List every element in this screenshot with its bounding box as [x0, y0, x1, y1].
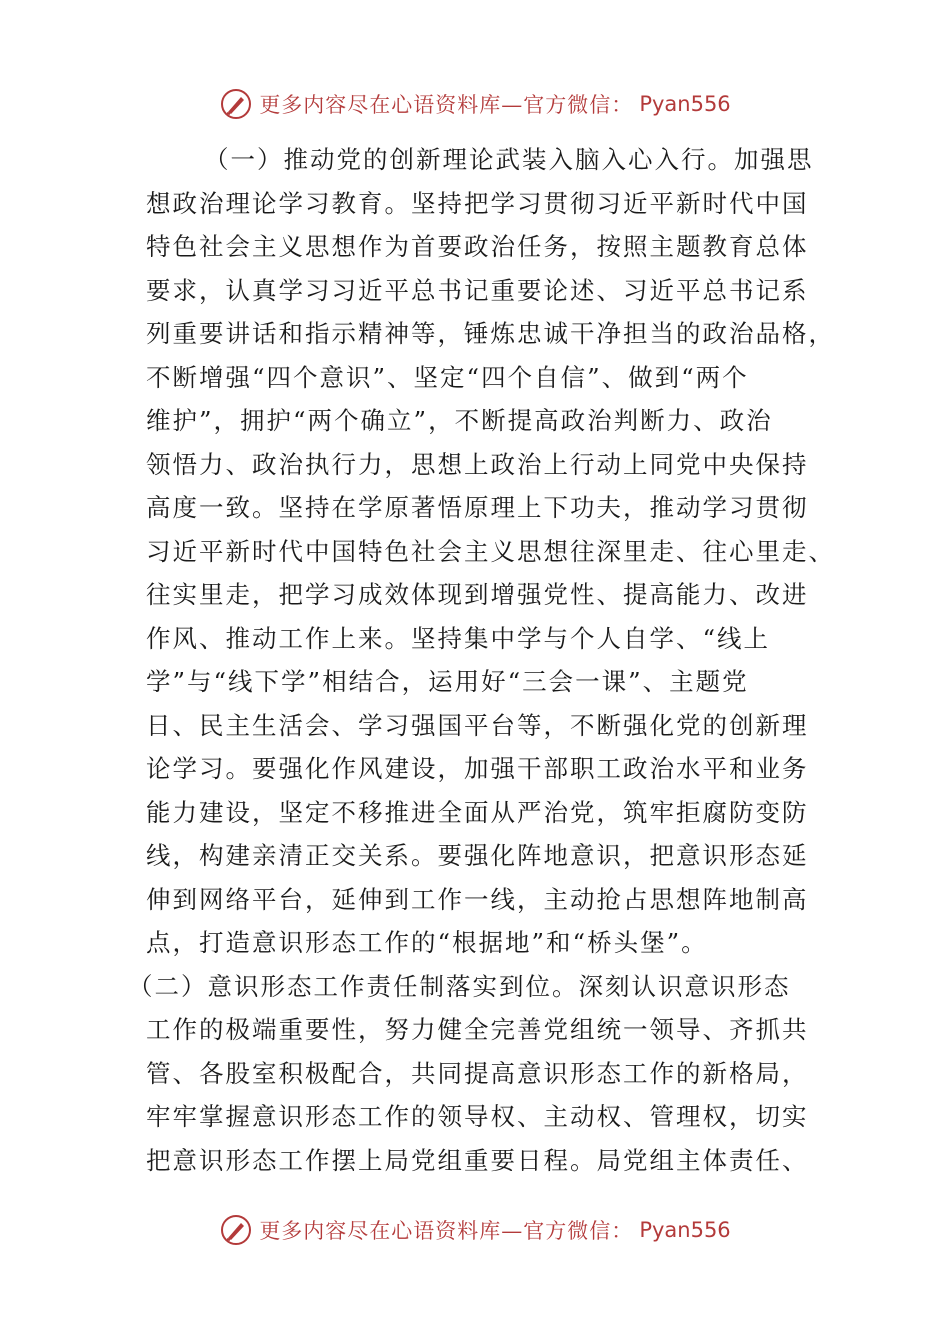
text-line: 日、民主生活会、学习强国平台等，不断强化党的创新理 — [146, 710, 809, 740]
document-body — [128, 138, 835, 1182]
text-line: （二）意识形态工作责任制落实到位。深刻认识意识形态 — [128, 971, 791, 1001]
text-line: 作风、推动工作上来。坚持集中学与个人自学、“线上 — [146, 623, 771, 653]
logo-icon — [219, 1213, 253, 1247]
text-line: 论学习。要强化作风建设，加强干部职工政治水平和业务 — [146, 754, 809, 783]
watermark-id: Pyan556 — [639, 1218, 731, 1242]
text-line: 往实里走，把学习成效体现到增强党性、提高能力、改进 — [146, 580, 809, 609]
text-line: 习近平新时代中国特色社会主义思想往深里走、往心里走、 — [146, 536, 835, 566]
text-line: 高度一致。坚持在学原著悟原理上下功夫，推动学习贯彻 — [146, 493, 809, 522]
text-line: 学”与“线下学”相结合，运用好“三会一课”、主题党 — [146, 667, 749, 696]
text-line: 线，构建亲清正交关系。要强化阵地意识，把意识形态延 — [146, 841, 809, 870]
text-line: 不断增强“四个意识”、坚定“四个自信”、做到“两个 — [146, 362, 749, 392]
watermark-id: Pyan556 — [639, 92, 731, 116]
text-line: （一）推动党的创新理论武装入脑入心入行。加强思 — [204, 145, 814, 174]
text-line: 领悟力、政治执行力，思想上政治上行动上同党中央保持 — [146, 449, 809, 479]
text-line: 管、各股室积极配合，共同提高意识形态工作的新格局， — [146, 1058, 809, 1088]
text-line: 牢牢掌握意识形态工作的领导权、主动权、管理权，切实 — [146, 1102, 809, 1131]
text-line: 点，打造意识形态工作的“根据地”和“桥头堡”。 — [146, 928, 708, 957]
watermark-text: 更多内容尽在心语资料库—官方微信： — [259, 1219, 634, 1243]
text-line: 伸到网络平台，延伸到工作一线，主动抢占思想阵地制高 — [146, 884, 809, 914]
text-line: 维护”，拥护“两个确立”，不断提高政治判断力、政治 — [146, 406, 773, 435]
watermark-text: 更多内容尽在心语资料库—官方微信： — [259, 93, 634, 117]
text-line: 要求，认真学习习近平总书记重要论述、习近平总书记系 — [146, 275, 809, 305]
text-line: 工作的极端重要性，努力健全完善党组统一领导、齐抓共 — [146, 1015, 809, 1044]
text-line: 能力建设，坚定不移推进全面从严治党，筑牢拒腐防变防 — [146, 797, 809, 827]
text-line: 把意识形态工作摆上局党组重要日程。局党组主体责任、 — [146, 1145, 809, 1175]
logo-icon — [219, 87, 253, 121]
text-line: 特色社会主义思想作为首要政治任务，按照主题教育总体 — [146, 232, 809, 261]
text-line: 列重要讲话和指示精神等，锤炼忠诚干净担当的政治品格， — [146, 319, 835, 348]
header-watermark — [0, 84, 950, 124]
footer-watermark — [0, 1210, 950, 1250]
text-line: 想政治理论学习教育。坚持把学习贯彻习近平新时代中国 — [146, 188, 809, 218]
